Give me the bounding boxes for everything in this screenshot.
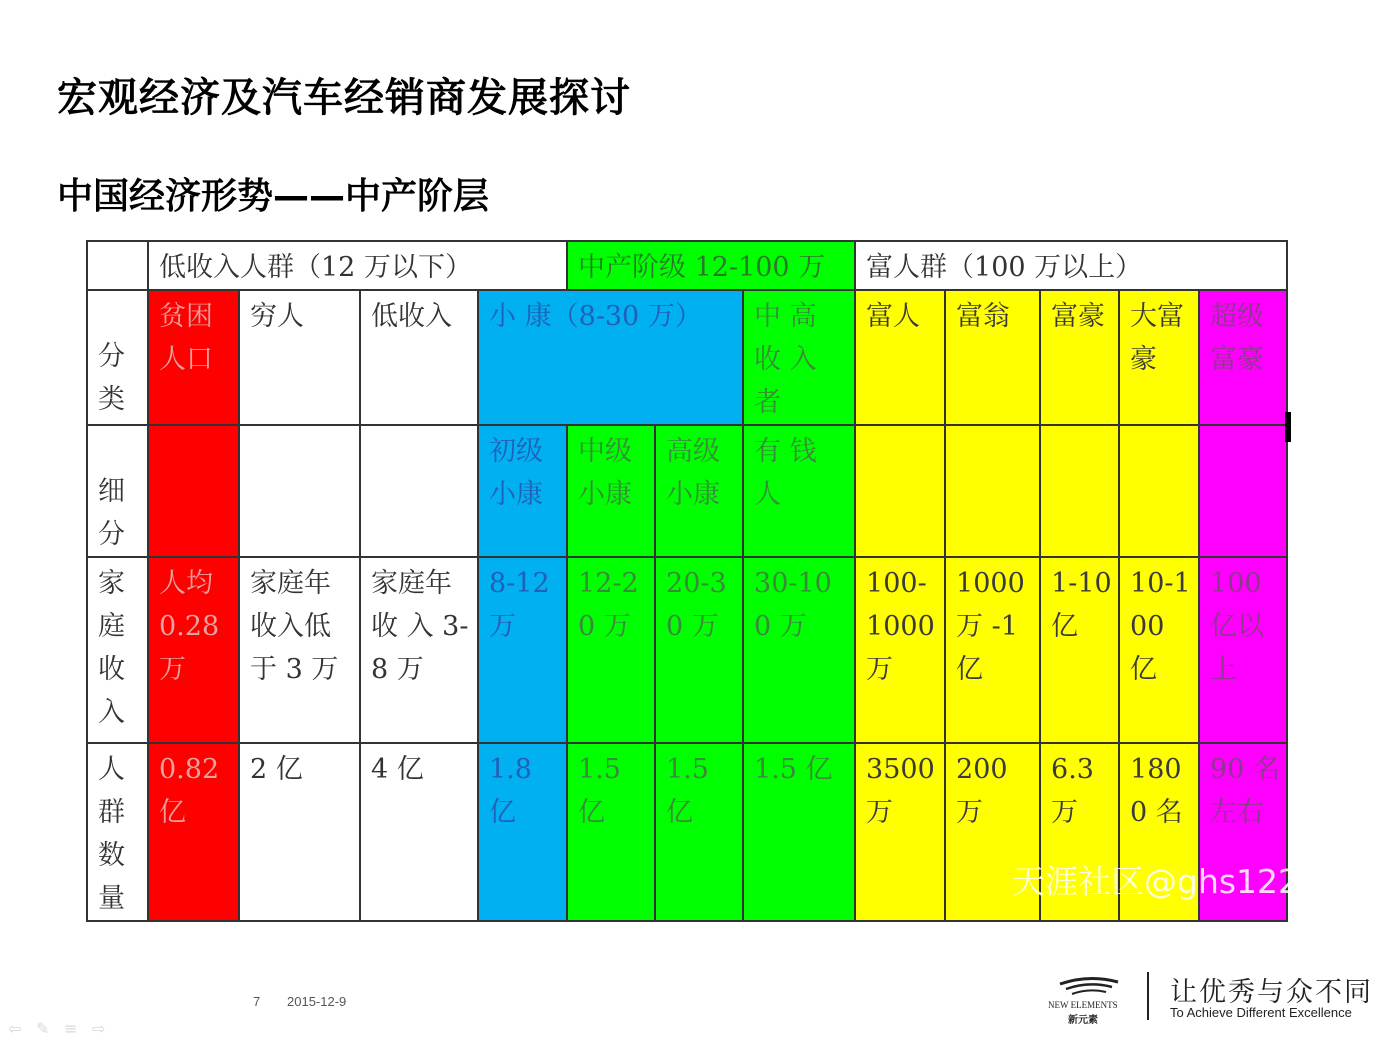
population-xk-mid: 1.5 亿 [567,743,655,921]
income-wealthy: 1000 万 -1 亿 [945,557,1040,743]
sub-wealthy-empty [945,425,1040,557]
income-rich: 100-1000 万 [855,557,945,743]
group-header-middle: 中产阶级 12-100 万 [567,241,855,290]
watermark: 天涯社区@ghs122 [1012,862,1300,901]
category-xiaokang: 小 康（8-30 万） [478,290,743,425]
category-mid-high: 中 高 收 入 者 [743,290,855,425]
category-low-income: 低收入 [360,290,478,425]
side-marker [1285,412,1291,442]
sub-xk-primary: 初级小康 [478,425,567,557]
population-poor: 2 亿 [239,743,360,921]
sub-super-tycoon-empty [1199,425,1287,557]
population-poverty: 0.82 亿 [148,743,239,921]
population-rich: 3500 万 [855,743,945,921]
group-header-rich: 富人群（100 万以上） [855,241,1287,290]
slide-title: 宏观经济及汽车经销商发展探讨 [57,75,631,121]
slogan-english: To Achieve Different Excellence [1170,1005,1352,1020]
sub-tycoon-empty [1040,425,1119,557]
row-label-income-text: 家庭收入 [98,568,125,728]
sub-moneyed: 有 钱 人 [743,425,855,557]
row-label-category-text: 分类 [98,341,125,415]
pen-icon[interactable]: ✎ [36,1019,50,1038]
sub-poor-empty [239,425,360,557]
sub-low-income-empty [360,425,478,557]
population-tycoon: 6.3 万 [1040,743,1119,921]
group-header-low: 低收入人群（12 万以下） [148,241,567,290]
population-xk-high: 1.5 亿 [655,743,743,921]
corner-cell [87,241,148,290]
income-class-table [86,240,1288,922]
logo-english: NEW ELEMENTS [1048,1000,1118,1010]
income-poverty: 人均 0.28 万 [148,557,239,743]
logo-chinese: 新元素 [1068,1015,1098,1026]
income-moneyed: 30-100 万 [743,557,855,743]
category-poor: 穷人 [239,290,360,425]
sub-poverty-empty [148,425,239,557]
category-super-tycoon: 超级富豪 [1199,290,1287,425]
category-poverty: 贫困人口 [148,290,239,425]
category-big-tycoon: 大富豪 [1119,290,1199,425]
menu-icon[interactable]: ≡ [64,1019,78,1038]
income-big-tycoon: 10-100 亿 [1119,557,1199,743]
prev-arrow-icon[interactable]: ⇦ [8,1019,22,1038]
population-big-tycoon: 1800 名 [1119,743,1199,921]
footer-divider [1147,972,1149,1020]
population-super-tycoon: 90 名左右 [1199,743,1287,921]
slide-nav [8,1020,110,1040]
sub-big-tycoon-empty [1119,425,1199,557]
slide-subtitle: 中国经济形势——中产阶层 [57,176,490,217]
next-arrow-icon[interactable]: ⇨ [92,1019,106,1038]
income-xk-mid: 12-20 万 [567,557,655,743]
row-label-income [87,557,148,743]
category-tycoon: 富豪 [1040,290,1119,425]
page-number: 7 [253,994,261,1009]
category-wealthy: 富翁 [945,290,1040,425]
sub-xk-high: 高级小康 [655,425,743,557]
row-label-population [87,743,148,921]
income-xk-primary: 8-12 万 [478,557,567,743]
class-table-wrap [86,240,1286,914]
slogan: 让优秀与众不同 [1170,977,1373,1008]
income-poor: 家庭年收入低于 3 万 [239,557,360,743]
population-moneyed: 1.5 亿 [743,743,855,921]
income-tycoon: 1-10 亿 [1040,557,1119,743]
income-low-income: 家庭年收 入 3-8 万 [360,557,478,743]
row-label-subcategory [87,425,148,557]
row-label-category [87,290,148,425]
row-label-subcategory-text: 细分 [98,476,125,550]
income-xk-high: 20-30 万 [655,557,743,743]
slide-date: 2015-12-9 [287,994,347,1009]
sub-rich-empty [855,425,945,557]
sub-xk-mid: 中级小康 [567,425,655,557]
category-rich: 富人 [855,290,945,425]
population-wealthy: 200 万 [945,743,1040,921]
population-low-income: 4 亿 [360,743,478,921]
row-label-population-text: 人群数量 [98,754,125,914]
income-super-tycoon: 100 亿以上 [1199,557,1287,743]
population-xk-primary: 1.8 亿 [478,743,567,921]
